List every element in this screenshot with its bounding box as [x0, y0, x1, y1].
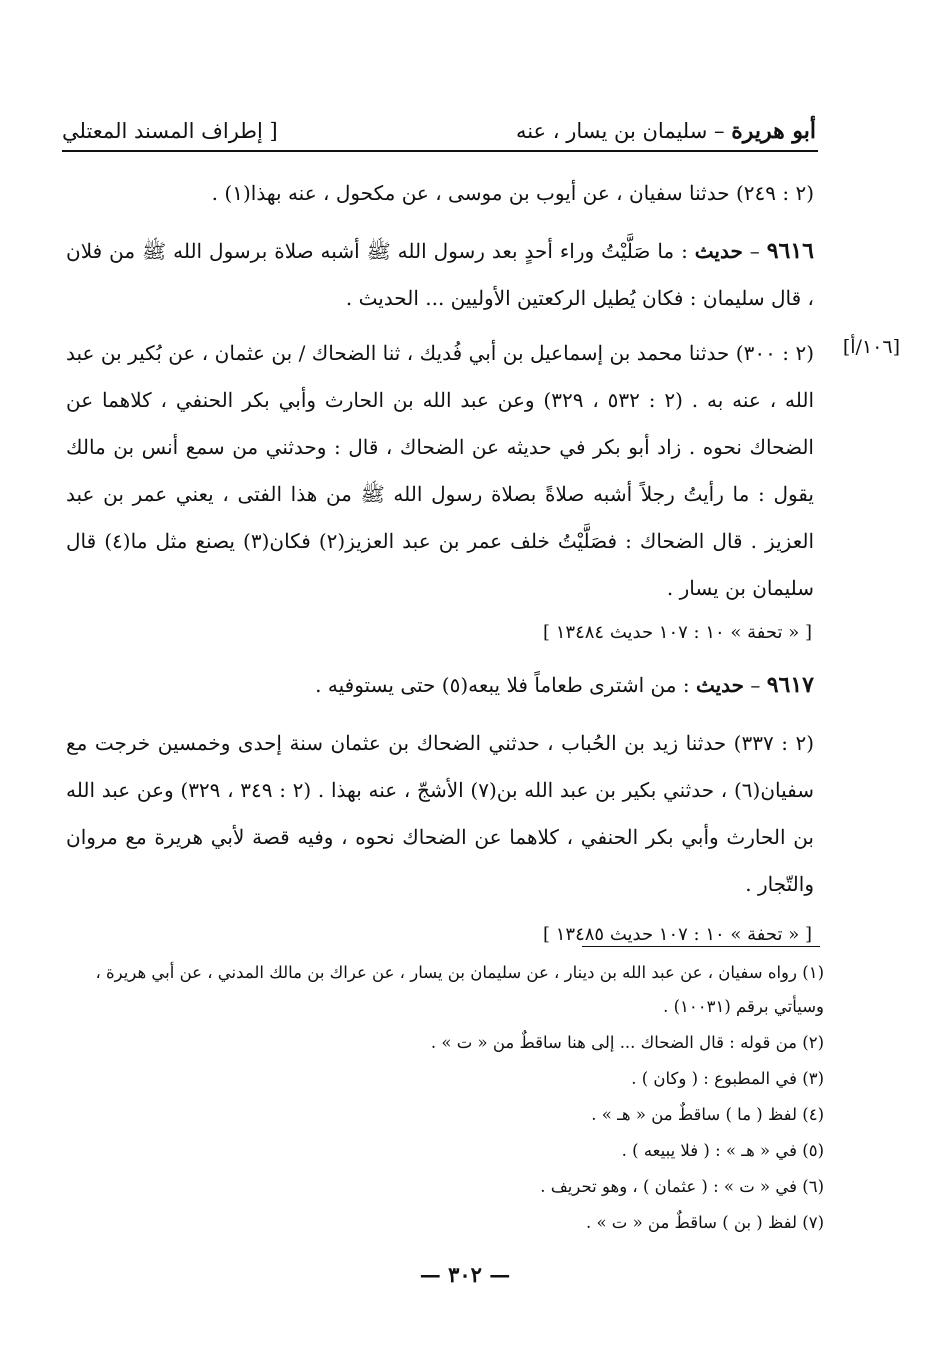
hadith-number: ٩٦١٦ — [766, 238, 814, 264]
footnote-2: (٢) من قوله : قال الضحاك ... إلى هنا ساقطٌ من « ت » . — [430, 1033, 824, 1052]
header-rule — [62, 150, 818, 152]
manuscript-folio-ref: [١٠٦/أ] — [842, 336, 900, 358]
hadith-number: ٩٦١٧ — [766, 672, 814, 698]
paragraph-isnad-2: (٢ : ٣٠٠) حدثنا محمد بن إسماعيل بن أبي فُديك ، ثنا الضحاك / بن عثمان ، عن بُكير بن عبد الله ، عنه به . (٢ : ٥٣٢ ، ٣٢٩) وعن عبد الله بن الحارث وأبي بكر الحنفي ، كلاهما عن الضحاك نحوه . زاد أبو بكر في حديثه عن الضحاك ، قال : وحدثني من سمع أنس بن مالك يقول : ما رأيتُ رجلاً أشبه صلاةً بصلاة رسول الله ﷺ من هذا الفتى ، يعني عمر بن عبد العزيز . قال الضحاك : فصَلَّيْتُ خلف عمر بن عبد العزيز(٢) فكان(٣) يصنع مثل ما(٤) قال سليمان بن يسار . — [66, 341, 815, 600]
tuhfa-reference-2: [ « تحفة » ١٠ : ١٠٧ حديث ١٣٤٨٥ ] — [543, 924, 812, 945]
hadith-9616: ٩٦١٦ – حديث : ما صَلَّيْتُ وراء أحدٍ بعد رسول الله ﷺ أشبه صلاة برسول الله ﷺ من فلان ، قال سليمان : فكان يُطيل الركعتين الأوليين ... الحديث . — [66, 238, 814, 310]
tuhfa-reference-1: [ « تحفة » ١٠ : ١٠٧ حديث ١٣٤٨٤ ] — [543, 622, 812, 643]
footnote-3: (٣) في المطبوع : ( وكان ) . — [631, 1069, 824, 1088]
footnote-rule — [582, 946, 820, 947]
hadith-text: : من اشترى طعاماً فلا يبعه(٥) حتى يستوفيه . — [315, 673, 696, 697]
footnote-5: (٥) في « هـ » : ( فلا يبيعه ) . — [621, 1141, 824, 1160]
hadith-label: حديث — [694, 239, 743, 263]
running-head-author: أبو هريرة – سليمان بن يسار ، عنه — [515, 118, 816, 144]
footnote-4: (٤) لفظ ( ما ) ساقطٌ من « هـ » . — [591, 1105, 824, 1124]
footnote-7: (٧) لفظ ( بن ) ساقطٌ من « ت » . — [585, 1213, 824, 1232]
hadith-text: : ما صَلَّيْتُ وراء أحدٍ بعد رسول الله ﷺ أشبه صلاة برسول الله ﷺ من فلان ، قال سليمان : فكان يُطيل الركعتين الأوليين ... الحديث . — [66, 239, 814, 310]
paragraph-isnad-3: (٢ : ٣٣٧) حدثنا زيد بن الحُباب ، حدثني الضحاك بن عثمان سنة إحدى وخمسين خرجت مع سفيان(٦) ، حدثني بكير بن عبد الله بن(٧) الأشجّ ، عنه بهذا . (٢ : ٣٤٩ ، ٣٢٩) وعن عبد الله بن الحارث وأبي بكر الحنفي ، كلاهما عن الضحاك نحوه ، وفيه قصة لأبي هريرة مع مروان والتّجار . — [66, 731, 815, 896]
footnote-1: (١) رواه سفيان ، عن عبد الله بن دينار ، عن سليمان بن يسار ، عن عراك بن مالك المدني ، عن أبي هريرة ، وسيأتي برقم (١٠٠٣١) . — [95, 963, 824, 1016]
hadith-9617: ٩٦١٧ – حديث : من اشترى طعاماً فلا يبعه(٥) حتى يستوفيه . — [315, 672, 814, 698]
paragraph-isnad-1: (٢ : ٢٤٩) حدثنا سفيان ، عن أيوب بن موسى ، عن مكحول ، عنه بهذا(١) . — [211, 181, 814, 205]
running-head-book-title: [ إطراف المسند المعتلي — [62, 119, 278, 143]
running-head — [62, 108, 816, 154]
hadith-label: حديث — [695, 673, 745, 697]
footnote-6: (٦) في « ت » : ( عثمان ) ، وهو تحريف . — [540, 1177, 824, 1196]
page-number: — ٣٠٢ — — [419, 1262, 511, 1287]
